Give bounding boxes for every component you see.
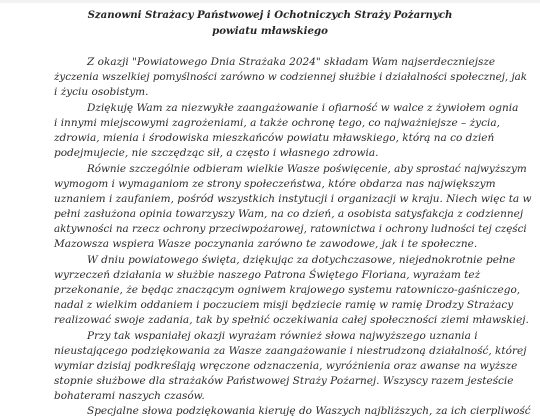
paragraph-3-line-3: uznaniem i zaufaniem, pośród wszystkich instytucji i organizacji w kraju. Niech więc ta w bbox=[54, 193, 532, 205]
paragraph-3-line-1: Równie szczególnie odbieram wielkie Wasze poświęcenie, aby sprostać najwyższym bbox=[87, 163, 527, 175]
paragraph-3-line-4: pełni zasłużona opinia towarzyszy Wam, na co dzień, a osobista satysfakcja z codziennej bbox=[54, 208, 524, 220]
paragraph-1-line-3: i życiu osobistym. bbox=[54, 86, 149, 98]
paragraph-3-line-6: Mazowsza wspiera Wasze poczynania zarówno te zawodowe, jak i te społeczne. bbox=[54, 238, 478, 250]
paragraph-4-line-4: nadal z wielkim oddaniem i poczuciem misji będziecie ramię w ramię Drodzy Strażacy bbox=[54, 299, 514, 311]
paragraph-4-line-2: wyrzeczeń działania w służbie naszego Patrona Świętego Floriana, wyrażam też bbox=[54, 269, 481, 281]
paragraph-5-line-1: Przy tak wspaniałej okazji wyrażam również słowa najwyższego uznania i bbox=[87, 330, 478, 342]
page-top-border bbox=[0, 0, 540, 3]
paragraph-4-line-5: realizować swoje zadania, tak by spełnić oczekiwania całej społeczności ziemi mławskiej. bbox=[54, 314, 529, 326]
paragraph-2-line-3: zdrowia, mienia i środowiska mieszkańców powiatu mławskiego, którą na co dzień bbox=[54, 132, 495, 144]
letter-heading-line-1: Szanowni Strażacy Państwowej i Ochotniczych Straży Pożarnych bbox=[87, 9, 453, 21]
paragraph-4-line-3: przekonanie, że będąc znaczącym ogniwem krajowego systemu ratowniczo-gaśniczego, bbox=[54, 284, 521, 296]
paragraph-2-line-4: podejmujecie, nie szczędząc sił, a często i własnego zdrowia. bbox=[54, 147, 379, 159]
paragraph-2-line-1: Dziękuję Wam za niezwykłe zaangażowanie i ofiarność w walce z żywiołem ognia bbox=[87, 102, 519, 114]
paragraph-6-line-1: Specjalne słowa podziękowania kieruję do Waszych najbliższych, za ich cierpliwość bbox=[87, 405, 531, 417]
letter-heading-line-2: powiatu mławskiego bbox=[212, 25, 328, 37]
paragraph-3-line-5: aktywności na rzecz ochrony przeciwpożarowej, ratownictwa i ochrony ludności tej części bbox=[54, 223, 527, 235]
paragraph-3-line-2: wymogom i wymaganiom ze strony społeczeństwa, które obdarza nas największym bbox=[54, 178, 496, 190]
paragraph-5-line-5: bohaterami naszych czasów. bbox=[54, 390, 205, 402]
paragraph-5-line-3: wymiar dzisiaj podkreślają wręczone odznaczenia, wyróżnienia oraz awanse na wyższe bbox=[54, 360, 518, 372]
paragraph-1-line-2: życzenia wszelkiej pomyślności zarówno w codziennej służbie i działalności społecznej, jak bbox=[54, 71, 528, 83]
paragraph-5-line-4: stopnie służbowe dla strażaków Państwowej Straży Pożarnej. Wszyscy razem jesteście bbox=[54, 375, 514, 387]
paragraph-4-line-1: W dniu powiatowego święta, dziękując za dotychczasowe, niejednokrotnie pełne bbox=[87, 254, 516, 266]
paragraph-1-line-1: Z okazji "Powiatowego Dnia Strażaka 2024" składam Wam najserdeczniejsze bbox=[87, 56, 496, 68]
paragraph-5-line-2: nieustającego podziękowania za Wasze zaangażowanie i niestrudzoną działalność, której bbox=[54, 345, 527, 357]
paragraph-2-line-2: i innymi miejscowymi zagrożeniami, a także ochronę tego, co najważniejsze – życia, bbox=[54, 117, 500, 129]
